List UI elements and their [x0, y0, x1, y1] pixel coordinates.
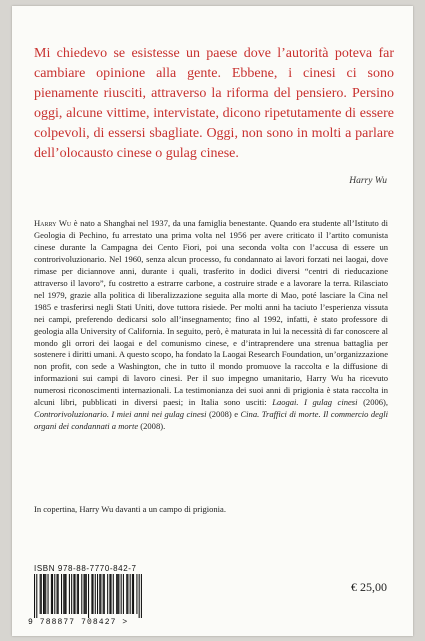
bio-text: è nato a Shanghai nel 1937, da una famiglia benestante. Quando era studente all’Istituto di Geologia di Pechino, fu arrestato una prima volta nel 1956 per avere criticato il l’artito comunista cinese durante la Campagna dei Cento Fiori, poi una seconda volta con l’accusa di essere un controrivoluzionario. Nel 1960, senza alcun processo, fu condannato ai lavori forzati nei laogai, dove rimase per diciannove anni, durante i quali, trasferito in dodici diversi “centri di rieducazione attraverso il lavoro”, fu costretto a estrarre carbone, a costruire strade e a lavorare la terra. Rilasciato nel 1979, grazie alla politica di liberalizzazione seguita alla morte di Mao, poté lasciare la Cina nel 1985 e trasferirsi negli Stati Uniti, dove tuttora risiede. Per molti anni ha taciuto l’esperienza vissuta nei campi, preferendo dedicarsi solo all’insegnamento; fino al 1992, infatti, è stato professore di geologia alla University of California. In seguito, però, è maturata in lui la necessità di far conoscere al mondo gli orrori dei laogai e del comunismo cinese, e d’intraprendere una strenua battaglia per sostenere i diritti umani. A questo scopo, ha fondato la Laogai Research Foundation, un’organizzazione non profit, con sede a Washington, che in tutto il mondo promuove la raccolta e la diffusione di informazioni sui campi di lavoro cinesi. Per il suo impegno umanitario, Harry Wu ha ricevuto numerosi riconoscimenti internazionali. La testimonianza dei suoi anni di prigionia è stata raccolta in alcuni libri, pubblicati in diversi paesi; in Italia sono usciti: [34, 218, 388, 408]
book-year-3: (2008). [140, 421, 166, 432]
barcode-bar [57, 574, 58, 614]
barcode-bar [78, 574, 79, 614]
barcode-bar [34, 574, 35, 618]
barcode-bar [141, 574, 142, 618]
barcode-bar [139, 574, 140, 618]
barcode-bar [51, 574, 52, 614]
barcode-bar [103, 574, 104, 614]
barcode-bar [54, 574, 55, 614]
barcode-bar [85, 574, 86, 614]
barcode-bar [43, 574, 44, 614]
back-cover [12, 6, 413, 636]
barcode-bar [133, 574, 134, 614]
barcode-bar [63, 574, 64, 614]
barcode-bar [48, 574, 49, 614]
barcode-bar [75, 574, 76, 614]
barcode-bar [88, 574, 89, 618]
book-title-1: Laogai. I gulag cinesi [272, 397, 358, 408]
barcode-bar [136, 574, 137, 614]
barcode-bar [61, 574, 62, 614]
book-title-2: Controrivoluzionario. I miei anni nei gulag cinesi [34, 409, 207, 420]
barcode-bar [95, 574, 96, 614]
barcode-bar [52, 574, 53, 614]
barcode-bar [93, 574, 94, 614]
barcode-bar [73, 574, 74, 614]
barcode-bar [77, 574, 78, 614]
barcode-bar [81, 574, 82, 614]
bio-author-name: Harry Wu [34, 218, 72, 228]
quote-author: Harry Wu [349, 176, 387, 186]
price-label: € 25,00 [351, 580, 387, 594]
barcode-bar [41, 574, 42, 614]
barcode-bar [104, 574, 105, 614]
cover-photo-caption: In copertina, Harry Wu davanti a un campo di prigionia. [34, 504, 226, 514]
barcode-bar [118, 574, 119, 614]
barcode-bar [97, 574, 98, 614]
barcode-bar [111, 574, 112, 614]
barcode-bar [91, 574, 92, 614]
barcode-bar [64, 574, 65, 614]
barcode-bar [132, 574, 133, 614]
isbn-label: ISBN 978-88-7770-842-7 [34, 564, 137, 573]
barcode-digits: 9 788877 708427 > [28, 618, 129, 627]
barcode-bar [36, 574, 37, 618]
barcode-bar [58, 574, 59, 614]
barcode-bar [66, 574, 67, 614]
barcode-bar [127, 574, 128, 614]
barcode-bar [121, 574, 122, 614]
author-biography [34, 218, 388, 433]
barcode-bar [126, 574, 127, 614]
barcode-bar [107, 574, 108, 614]
barcode-bar [45, 574, 46, 614]
barcode-bar [40, 574, 41, 614]
barcode-icon [34, 574, 142, 618]
cover-quote: Mi chiedevo se esistesse un paese dove l’autorità poteva far cambiare opinione alla gente. Ebbene, i cinesi ci sono pienamente riusciti, attraverso la riforma del pensiero. Persino oggi, alcune vittime, intervistate, dicono ripetutamente di essere colpevoli, di essersi sbagliate. Oggi, non sono in molti a parlare dell’olocausto cinese o gulag cinese. [34, 46, 394, 161]
barcode-bar [130, 574, 131, 614]
book-year-1: (2006), [363, 397, 389, 408]
barcode-bar [71, 574, 72, 614]
barcode-bar [84, 574, 85, 614]
barcode-bar [117, 574, 118, 614]
book-year-2: (2008) e [208, 409, 238, 420]
book-title-3: Cina. Traffici di morte. Il commercio degli organi dei condannati a morte [34, 409, 388, 432]
barcode-bar [99, 574, 100, 614]
barcode-bar [69, 574, 70, 614]
barcode-bar [86, 574, 87, 614]
barcode-bar [100, 574, 101, 614]
barcode-bar [109, 574, 110, 614]
barcode-bar [113, 574, 114, 614]
barcode-bar [44, 574, 45, 614]
barcode-bar [123, 574, 124, 614]
barcode-bar [116, 574, 117, 614]
